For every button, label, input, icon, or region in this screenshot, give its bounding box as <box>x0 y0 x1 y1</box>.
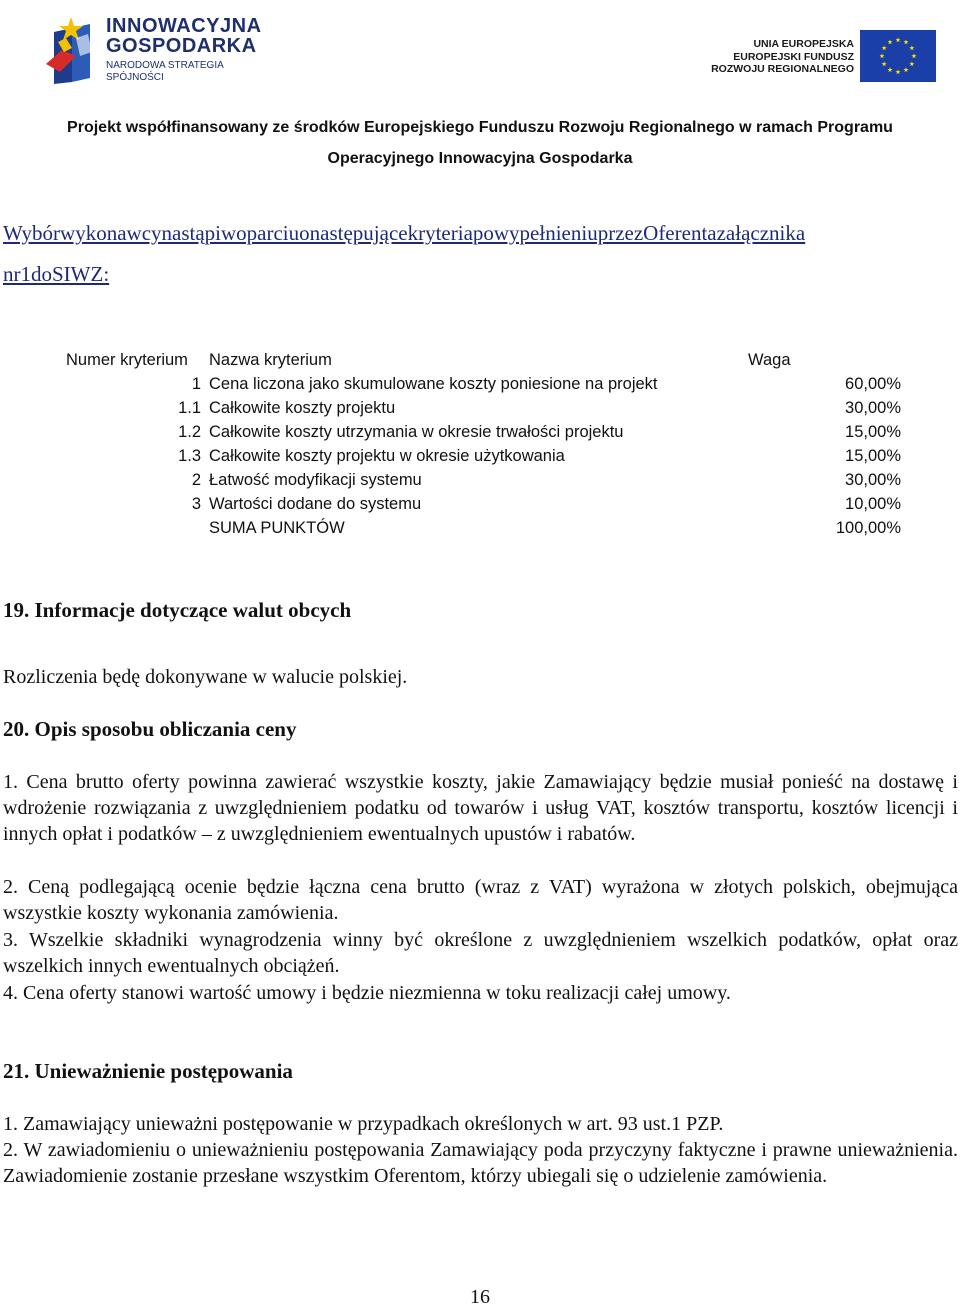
logo-line-2: GOSPODARKA <box>106 35 257 57</box>
row-name: Całkowite koszty utrzymania w okresie trwałości projektu <box>209 423 624 441</box>
section-20-heading: 20. Opis sposobu obliczania ceny <box>3 717 297 741</box>
row-number: 2 <box>191 471 201 489</box>
section-21-paragraph-2: 2. W zawiadomieniu o unieważnieniu postępowania Zamawiający poda przyczyny faktyczne i prawne unieważnienia. Zawiadomienie zostanie przesłane wszystkim Oferentom, którzy ubiegali się o udzielenie zamówienia. <box>3 1139 958 1187</box>
header-weight: Waga <box>748 351 791 369</box>
row-name: Całkowite koszty projektu w okresie użytkowania <box>209 447 565 465</box>
row-weight: 30,00% <box>845 399 901 417</box>
row-weight: 10,00% <box>845 495 901 513</box>
logo-line-3: NARODOWA STRATEGIA SPÓJNOŚCI <box>106 60 224 83</box>
project-funding-line-2: Operacyjnego Innowacyjna Gospodarka <box>327 150 633 167</box>
row-number: 1.3 <box>178 447 201 465</box>
section-20-paragraph-3: 3. Wszelkie składniki wynagrodzenia winny być określone z uwzględnieniem wszelkich podatków, opłat oraz wszelkich innych ewentualnych obciążeń. <box>3 929 958 977</box>
row-number: 3 <box>191 495 201 513</box>
eu-line-3: ROZWOJU REGIONALNEGO <box>711 63 854 75</box>
row-weight: 15,00% <box>845 447 901 465</box>
row-weight: 60,00% <box>845 375 901 393</box>
row-name: Całkowite koszty projektu <box>209 399 396 417</box>
row-number: 1 <box>191 375 201 393</box>
innowacyjna-gospodarka-logo <box>42 12 282 88</box>
logo-line-1: INNOWACYJNA <box>106 15 262 37</box>
row-weight-total: 100,00% <box>835 519 901 537</box>
row-weight: 15,00% <box>845 423 901 441</box>
section-20-paragraph-4: 4. Cena oferty stanowi wartość umowy i będzie niezmienna w toku realizacji całej umowy. <box>3 982 731 1004</box>
row-name: Łatwość modyfikacji systemu <box>209 471 422 489</box>
section-20-paragraph-1: 1. Cena brutto oferty powinna zawierać wszystkie koszty, jakie Zamawiający będzie musiał ponieść na dostawę i wdrożenie rozwiązania z uwzględnieniem podatku od towarów i usług VAT, kosztów transportu, kosztów licencji i innych opłat i podatków – z uwzględnieniem ewentualnych upustów i rabatów. <box>3 771 958 845</box>
row-number: 1.1 <box>178 399 201 417</box>
section-21-heading: 21. Unieważnienie postępowania <box>3 1059 293 1083</box>
eu-flag-icon <box>860 30 936 82</box>
intro-line-1: WybórwykonawcynastąpiwoparciuonastępującekryteriapowypełnieniuprzezOferentazałącznika <box>3 221 806 245</box>
eu-line-1: UNIA EUROPEJSKA <box>753 38 854 50</box>
row-number: 1.2 <box>178 423 201 441</box>
row-name: Wartości dodane do systemu <box>209 495 422 513</box>
section-20-paragraph-2: 2. Ceną podlegającą ocenie będzie łączna cena brutto (wraz z VAT) wyrażona w złotych polskich, obejmująca wszystkie koszty wykonania zamówienia. <box>3 876 958 924</box>
header-number: Numer kryterium <box>66 351 188 369</box>
intro-line-2: nr1doSIWZ: <box>3 262 110 286</box>
flag-star-icon <box>42 12 104 88</box>
row-name: Cena liczona jako skumulowane koszty poniesione na projekt <box>209 375 658 393</box>
eu-fund-logo <box>711 30 936 84</box>
row-weight: 30,00% <box>845 471 901 489</box>
project-funding-line-1: Projekt współfinansowany ze środków Europejskiego Funduszu Rozwoju Regionalnego w ramach Programu <box>67 119 893 136</box>
row-name-total: SUMA PUNKTÓW <box>209 519 345 537</box>
header-name: Nazwa kryterium <box>209 351 332 369</box>
section-19-text: Rozliczenia będę dokonywane w walucie polskiej. <box>3 666 408 688</box>
section-19-heading: 19. Informacje dotyczące walut obcych <box>3 598 352 622</box>
page-number: 16 <box>470 1286 490 1308</box>
eu-line-2: EUROPEJSKI FUNDUSZ <box>733 51 854 63</box>
section-21-paragraph-1: 1. Zamawiający unieważni postępowanie w przypadkach określonych w art. 93 ust.1 PZP. <box>3 1113 724 1135</box>
